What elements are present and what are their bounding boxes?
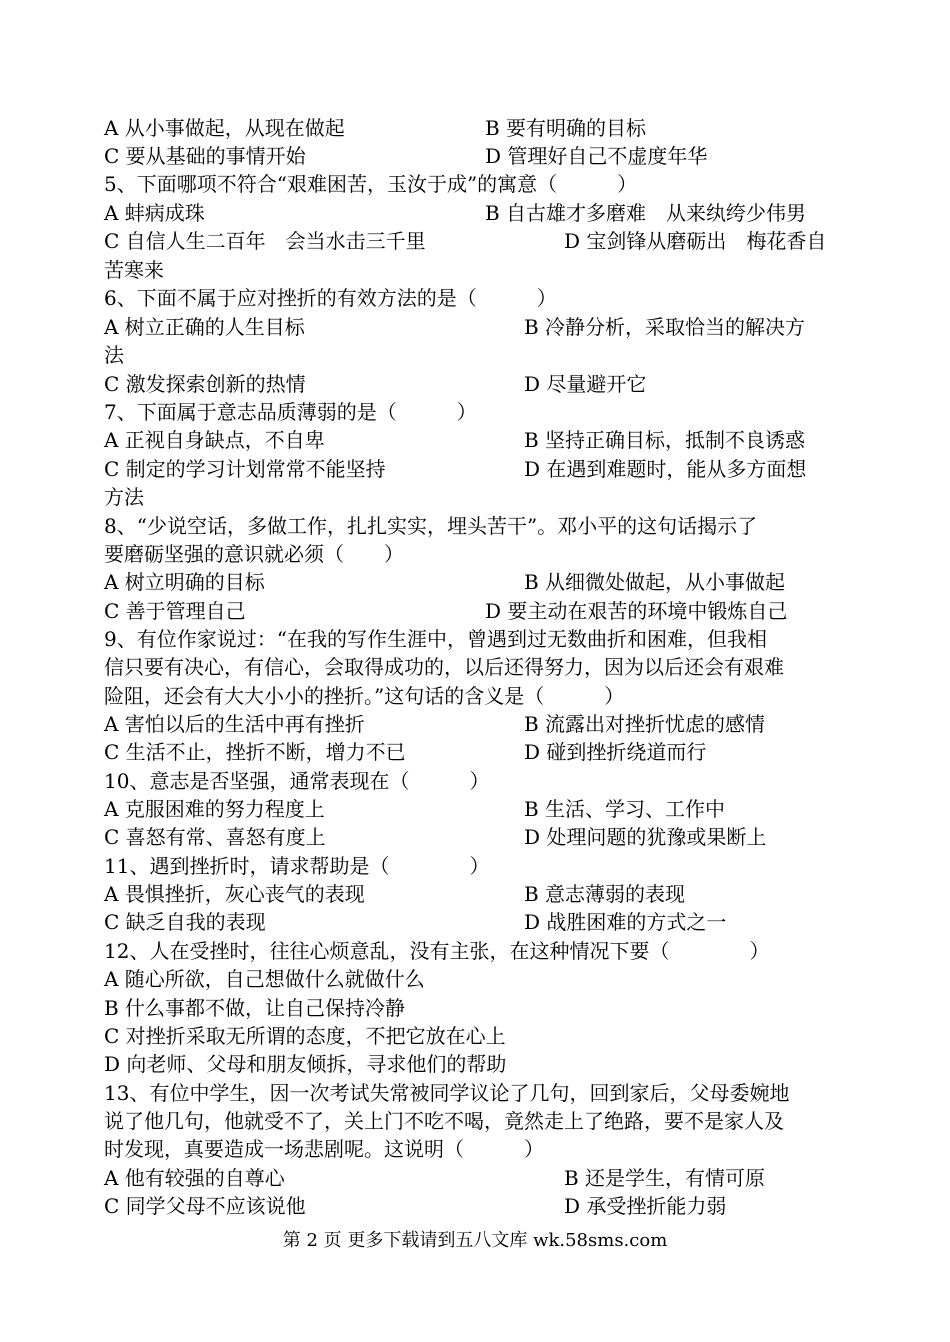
option-text: D 要主动在艰苦的环境中锻炼自己	[485, 599, 788, 623]
line-text: A 正视自身缺点，不自卑	[104, 428, 325, 452]
line-text: 方法	[104, 485, 144, 509]
line-text: 9、有位作家说过：“在我的写作生涯中，曾遇到过无数曲折和困难，但我相	[104, 627, 767, 651]
line-text: C 善于管理自己	[104, 599, 246, 623]
line-text: B 什么事都不做，让自己保持冷静	[104, 996, 406, 1020]
line-text: C 生活不止，挫折不断，增力不已	[104, 740, 406, 764]
line-text: 法	[104, 343, 124, 367]
option-text: B 坚持正确目标，抵制不良诱惑	[524, 428, 806, 452]
line-text: A 随心所欲，自己想做什么就做什么	[104, 967, 425, 991]
line-text: A 克服困难的努力程度上	[104, 797, 325, 821]
line-text: 说了他几句，他就受不了，关上门不吃不喝，竟然走上了绝路，要不是家人及	[104, 1109, 784, 1133]
line-text: 12、人在受挫时，往往心烦意乱，没有主张，在这种情况下要（ ）	[104, 939, 770, 963]
option-text: B 冷静分析，采取恰当的解决方	[524, 315, 806, 339]
line-text: 13、有位中学生，因一次考试失常被同学议论了几句，回到家后，父母委婉地	[104, 1081, 790, 1105]
line-text: A 蚌病成珠	[104, 201, 205, 225]
line-text: C 要从基础的事情开始	[104, 144, 306, 168]
option-text: D 承受挫折能力弱	[564, 1194, 727, 1218]
option-text: B 要有明确的目标	[485, 116, 647, 140]
line-text: 信只要有决心，有信心，会取得成功的，以后还得努力，因为以后还会有艰难	[104, 655, 784, 679]
option-text: B 还是学生，有情可原	[564, 1166, 766, 1190]
line-text: 苦寒来	[104, 258, 164, 282]
line-text: A 从小事做起，从现在做起	[104, 116, 345, 140]
line-text: D 向老师、父母和朋友倾拆，寻求他们的帮助	[104, 1052, 507, 1076]
line-text: A 畏惧挫折，灰心丧气的表现	[104, 882, 365, 906]
option-text: D 在遇到难题时，能从多方面想	[524, 457, 807, 481]
line-text: C 缺乏自我的表现	[104, 910, 266, 934]
line-text: 7、下面属于意志品质薄弱的是（ ）	[104, 400, 477, 424]
line-text: 险阻，还会有大大小小的挫折。”这句话的含义是（ ）	[104, 684, 625, 708]
line-text: A 树立正确的人生目标	[104, 315, 305, 339]
option-text: B 流露出对挫折忧虑的感情	[524, 712, 766, 736]
line-text: C 自信人生二百年 会当水击三千里	[104, 229, 426, 253]
option-text: D 碰到挫折绕道而行	[524, 740, 707, 764]
line-text: A 害怕以后的生活中再有挫折	[104, 712, 365, 736]
line-text: A 树立明确的目标	[104, 570, 265, 594]
line-text: C 同学父母不应该说他	[104, 1194, 306, 1218]
option-text: D 战胜困难的方式之一	[524, 910, 727, 934]
line-text: 时发现，真要造成一场悲剧呢。这说明（ ）	[104, 1137, 544, 1161]
line-text: C 制定的学习计划常常不能坚持	[104, 457, 386, 481]
page-footer: 第 2 页 更多下载请到五八文库 wk.58sms.com	[282, 1230, 668, 1251]
line-text: C 激发探索创新的热情	[104, 372, 306, 396]
line-text: A 他有较强的自尊心	[104, 1166, 285, 1190]
option-text: D 处理问题的犹豫或果断上	[524, 825, 767, 849]
line-text: 11、遇到挫折时，请求帮助是（ ）	[104, 854, 490, 878]
option-text: D 管理好自己不虚度年华	[485, 144, 708, 168]
option-text: B 生活、学习、工作中	[524, 797, 726, 821]
option-text: B 从细微处做起，从小事做起	[524, 570, 786, 594]
line-text: C 喜怒有常、喜怒有度上	[104, 825, 326, 849]
option-text: D 尽量避开它	[524, 372, 647, 396]
line-text: 5、下面哪项不符合“艰难困苦，玉汝于成”的寓意（ ）	[104, 172, 638, 196]
option-text: D 宝剑锋从磨砺出 梅花香自	[564, 229, 827, 253]
line-text: C 对挫折采取无所谓的态度，不把它放在心上	[104, 1024, 506, 1048]
line-text: 8、“少说空话，多做工作，扎扎实实，埋头苦干”。邓小平的这句话揭示了	[104, 514, 758, 538]
line-text: 10、意志是否坚强，通常表现在（ ）	[104, 769, 490, 793]
option-text: B 意志薄弱的表现	[524, 882, 686, 906]
option-text: B 自古雄才多磨难 从来纨绔少伟男	[485, 201, 807, 225]
line-text: 6、下面不属于应对挫折的有效方法的是（ ）	[104, 286, 557, 310]
line-text: 要磨砺坚强的意识就必须（ ）	[104, 542, 404, 566]
